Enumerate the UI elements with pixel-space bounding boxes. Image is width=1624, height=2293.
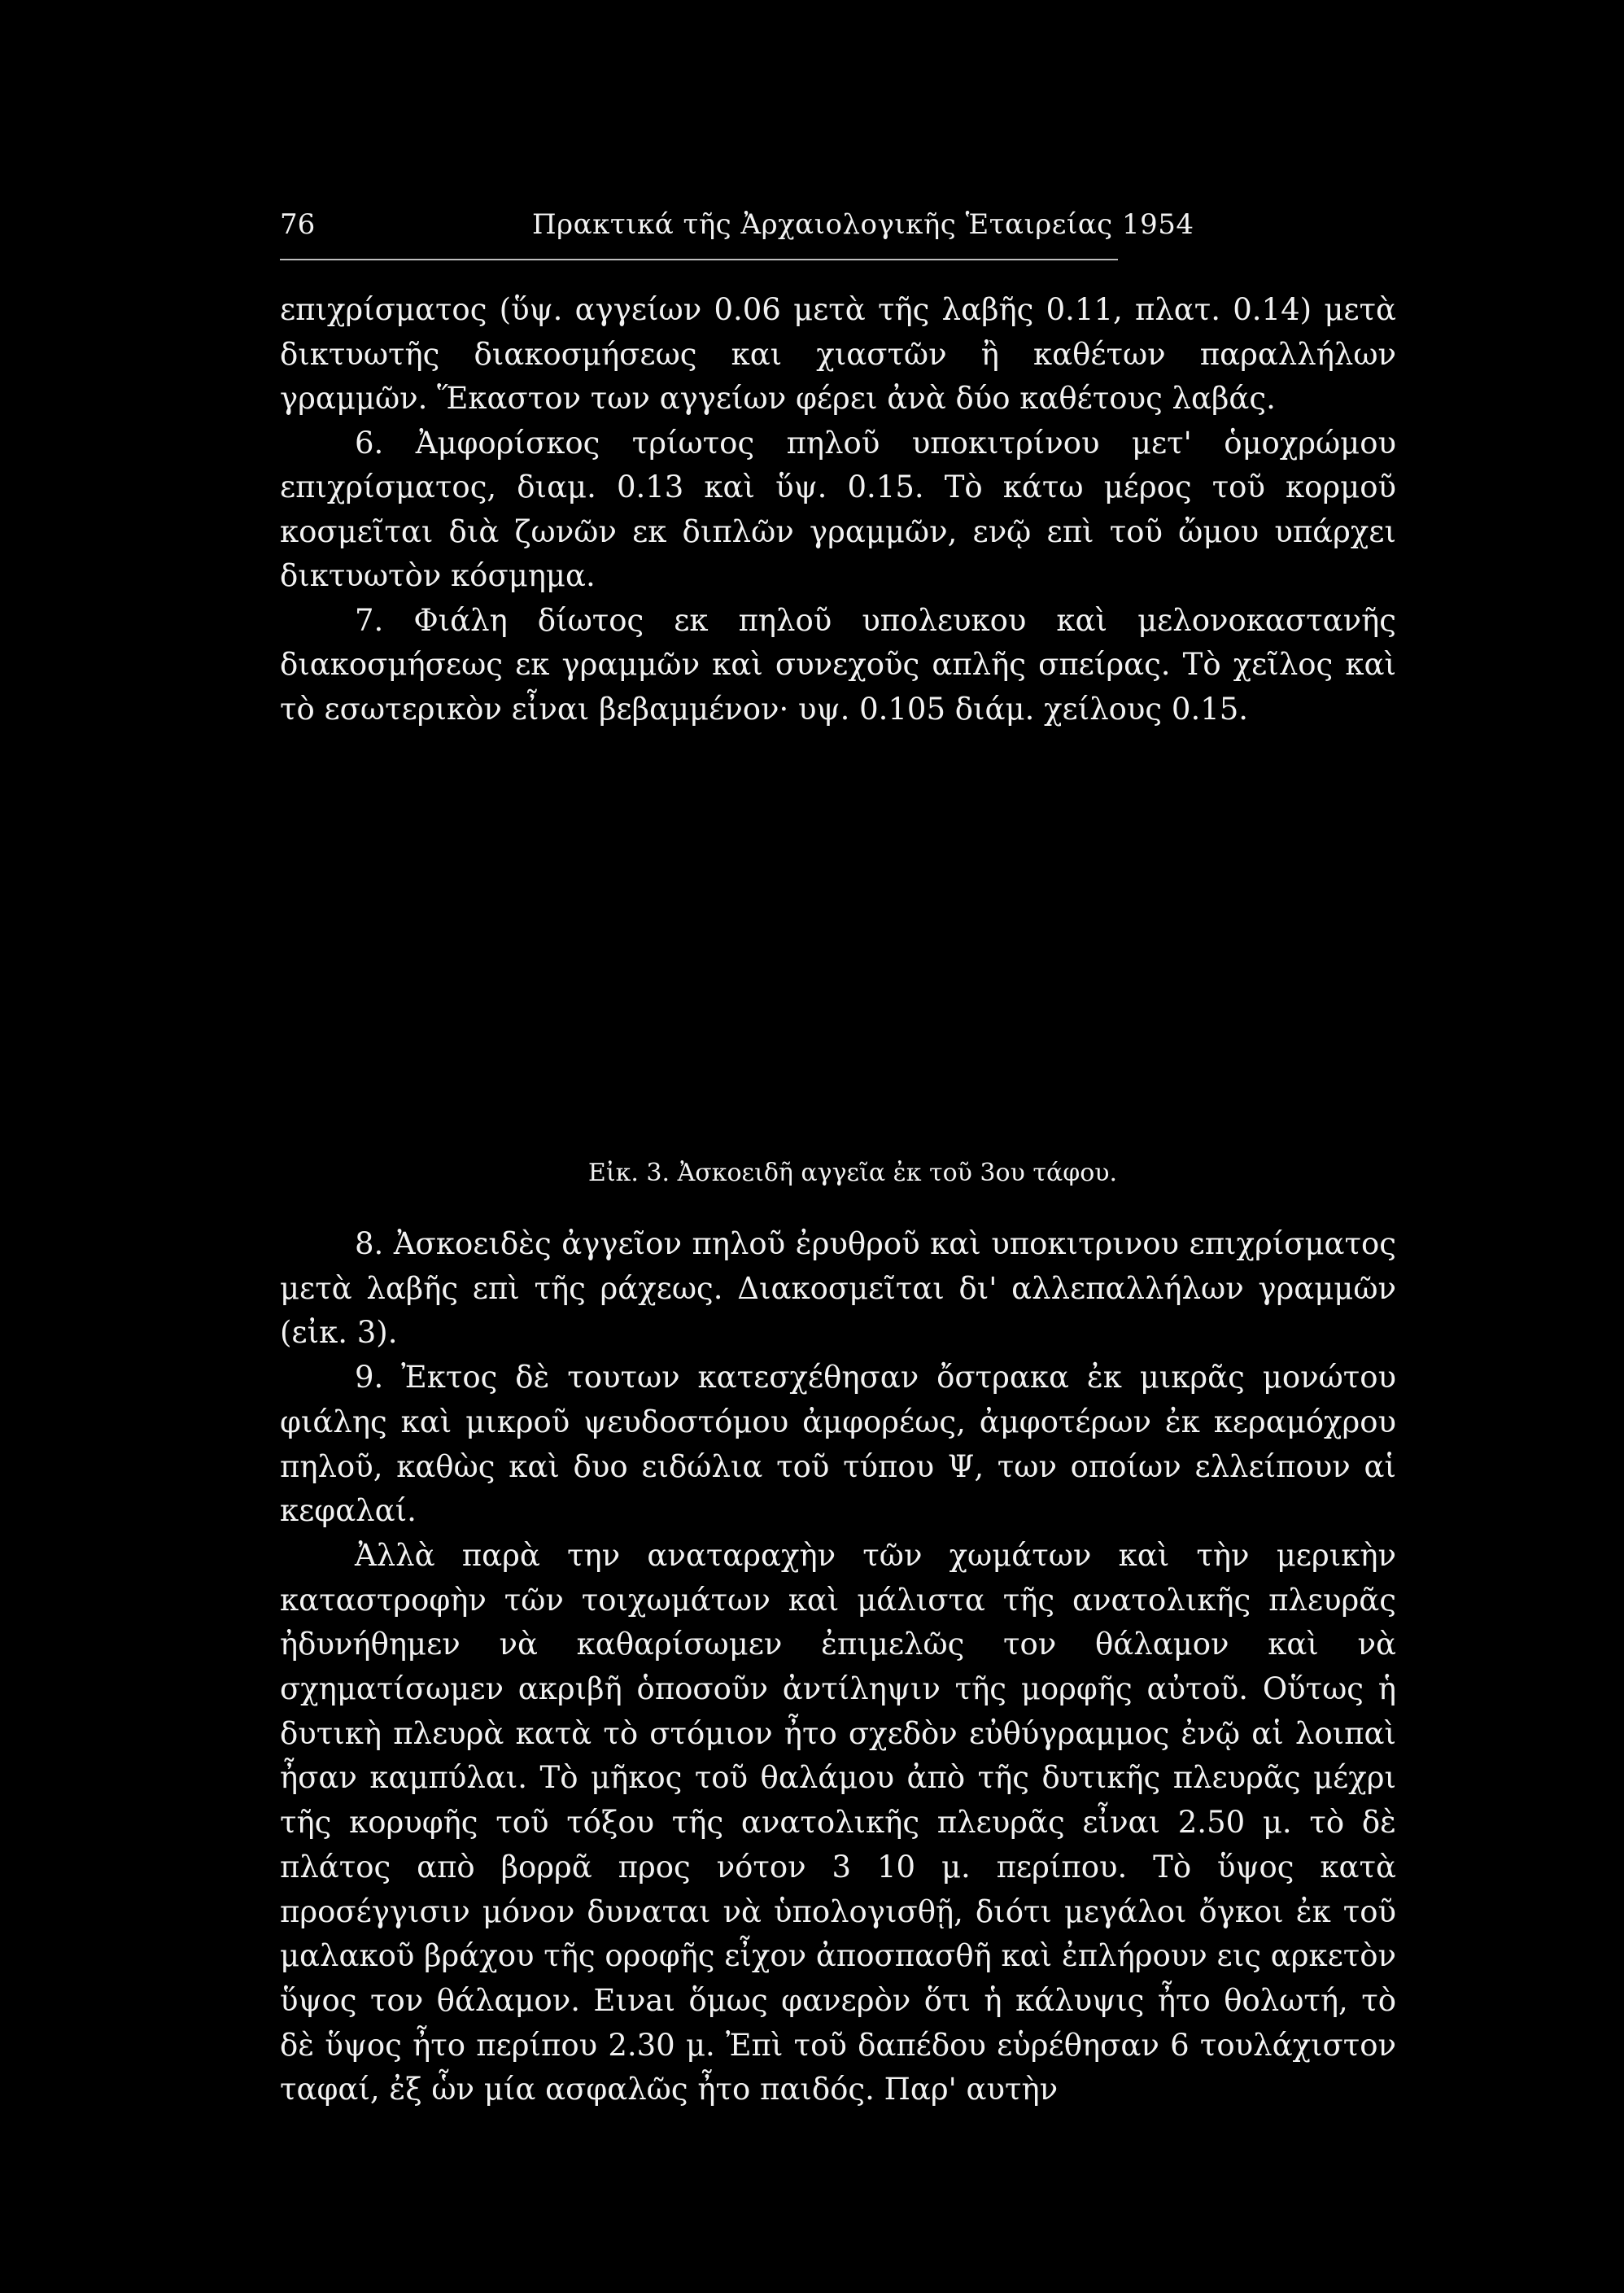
- text-block-top: [280, 288, 1396, 732]
- running-title: Πρακτικά τῆς Ἀρχαιολογικῆς Ἑταιρείας 1954: [532, 208, 1194, 241]
- figure-area: [280, 731, 1396, 1146]
- page-header: [280, 208, 1395, 241]
- header-rule: [280, 259, 1118, 260]
- paragraph: 6. Ἀμφορίσκος τρίωτος πηλοῦ υποκιτρίνου μετ' ὁμοχρώμου επιχρίσματος, διαμ. 0.13 καὶ ὕψ. 0.15. Τὸ κάτω μέρος τοῦ κορμοῦ κοσμεῖται διὰ ζωνῶν εκ διπλῶν γραμμῶν, ενῷ επὶ τοῦ ὤμου υπάρχει δικτυωτὸν κόσμημα.: [280, 425, 1396, 593]
- paragraph: 9. Ἐκτος δὲ τουτων κατεσχέθησαν ὄστρακα ἐκ μικρᾶς μονώτου φιάλης καὶ μικροῦ ψευδοστόμου ἀμφορέως, ἀμφοτέρων ἐκ κεραμόχρου πηλοῦ, καθὼς καὶ δυο ειδώλια τοῦ τύπου Ψ, των οποίων ελλείπουν αἱ κεφαλαί.: [280, 1360, 1396, 1529]
- page-number: 76: [280, 208, 316, 241]
- paragraph: 8. Ἀσκοειδὲς ἀγγεῖον πηλοῦ ἐρυθροῦ καὶ υποκιτρινου επιχρίσματος μετὰ λαβῆς επὶ τῆς ράχεως. Διακοσμεῖται δι' αλλεπαλλήλων γραμμῶν (εἰκ. 3).: [280, 1226, 1396, 1351]
- paragraph: Ἀλλὰ παρὰ την αναταραχὴν τῶν χωμάτων καὶ τὴν μερικὴν καταστροφὴν τῶν τοιχωμάτων καὶ μάλιστα τῆς ανατολικῆς πλευρᾶς ἠδυνήθημεν νὰ καθαρίσωμεν ἐπιμελῶς τον θάλαμον καὶ νὰ σχηματίσωμεν ακριβῆ ὁποσοῦν ἀντίληψιν τῆς μορφῆς αὐτοῦ. Οὕτως ἡ δυτικὴ πλευρὰ κατὰ τὸ στόμιον ἦτο σχεδὸν εὐθύγραμμος ἐνῷ αἱ λοιπαὶ ἦσαν καμπύλαι. Τὸ μῆκος τοῦ θαλάμου ἀπὸ τῆς δυτικῆς πλευρᾶς μέχρι τῆς κορυφῆς τοῦ τόξου τῆς ανατολικῆς πλευρᾶς εἶναι 2.50 μ. τὸ δὲ πλάτος απὸ βορρᾶ προς νότον 3 10 μ. περίπου. Τὸ ὕψος κατὰ προσέγγισιν μόνον δυναται νὰ ὑπολογισθῇ, διότι μεγάλοι ὄγκοι ἐκ τοῦ μαλακοῦ βράχου τῆς οροφῆς εἶχον ἀποσπασθῆ καὶ ἐπλήρουν εις αρκετὸν ὕψος τον θάλαμον. Εινaι ὅμως φανερὸν ὅτι ἡ κάλυψις ἦτο θολωτή, τὸ δὲ ὕψος ἦτο περίπου 2.30 μ. Ἐπὶ τοῦ δαπέδου εὑρέθησαν 6 τουλάχιστον ταφαί, ἐξ ὧν μία ασφαλῶς ἦτο παιδός. Παρ' αυτὴν: [280, 1537, 1396, 2107]
- paragraph: επιχρίσματος (ὕψ. αγγείων 0.06 μετὰ τῆς λαβῆς 0.11, πλατ. 0.14) μετὰ δικτυωτῆς διακοσμήσεως και χιαστῶν ἢ καθέτων παραλλήλων γραμμῶν. Ἕκαστον των αγγείων φέρει ἀνὰ δύο καθέτους λαβάς.: [280, 292, 1396, 416]
- figure-caption: [280, 1157, 1396, 1190]
- text-block-bottom: [280, 1222, 1396, 2112]
- figure-caption-text: Εἰκ. 3. Ἀσκοειδῆ αγγεῖα ἐκ τοῦ 3ου τάφου.: [587, 1159, 1118, 1187]
- paragraph: 7. Φιάλη δίωτος εκ πηλοῦ υπολευκου καὶ μελονοκαστανῆς διακοσμήσεως εκ γραμμῶν καὶ συνεχοῦς απλῆς σπείρας. Τὸ χεῖλος καὶ τὸ εσωτερικὸν εἶναι βεβαμμένον· υψ. 0.105 διάμ. χείλους 0.15.: [280, 602, 1396, 727]
